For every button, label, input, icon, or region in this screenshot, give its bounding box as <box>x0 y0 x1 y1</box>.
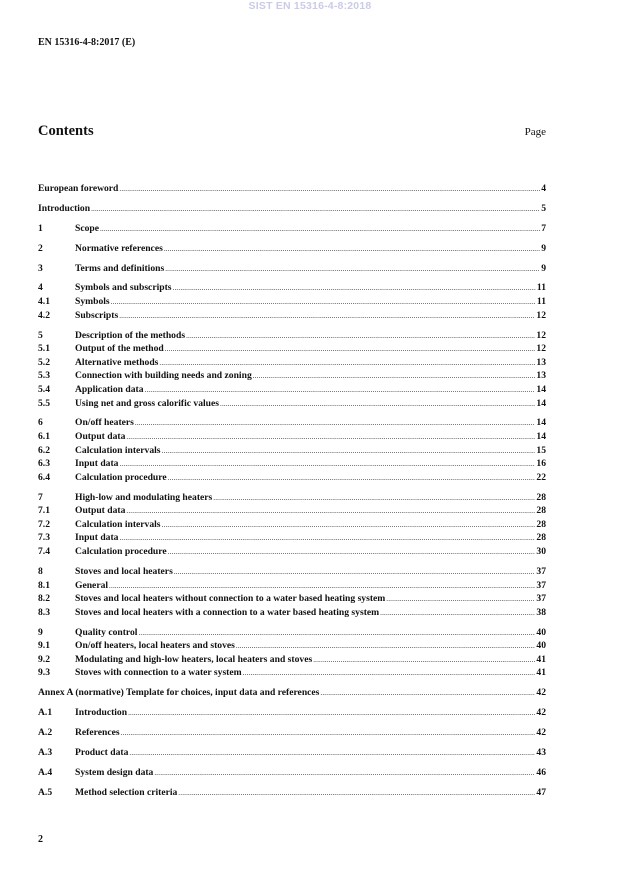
toc-entry-title: Output of the method <box>75 343 164 355</box>
toc-entry[interactable] <box>38 639 546 653</box>
page-number: 2 <box>38 834 43 845</box>
toc-leader-dots <box>174 566 536 580</box>
toc-entry-title: Stoves and local heaters without connection to a water based heating system <box>75 593 386 605</box>
toc-leader-dots <box>91 203 540 217</box>
toc-entry-page: 41 <box>536 667 546 679</box>
toc-group <box>38 329 546 411</box>
toc-leader-dots <box>165 343 536 357</box>
toc-entry[interactable] <box>38 726 546 740</box>
toc-entry-page: 42 <box>536 707 546 719</box>
toc-entry-page: 12 <box>536 329 546 341</box>
toc-entry-number: 9.1 <box>38 640 50 652</box>
toc-leader-dots <box>313 654 535 668</box>
toc-leader-dots <box>168 546 536 560</box>
toc-entry[interactable] <box>38 686 546 700</box>
toc-entry-page: 13 <box>536 370 546 382</box>
toc-entry-title: Annex A (normative) Template for choices, input data and references <box>38 687 320 699</box>
toc-entry-number: 9 <box>38 626 43 638</box>
toc-entry-number: A.4 <box>38 766 53 778</box>
toc-entry-number: 2 <box>38 242 43 254</box>
toc-group <box>38 706 546 720</box>
toc-entry-number: 9.3 <box>38 667 50 679</box>
toc-entry[interactable] <box>38 606 546 620</box>
toc-entry[interactable] <box>38 653 546 667</box>
toc-entry-number: 4 <box>38 282 43 294</box>
toc-group <box>38 565 546 619</box>
toc-entry-page: 14 <box>536 430 546 442</box>
toc-entry[interactable] <box>38 491 546 505</box>
page-column-label: Page <box>524 126 546 138</box>
watermark: SIST EN 15316-4-8:2018 <box>248 0 372 12</box>
toc-entry[interactable] <box>38 565 546 579</box>
toc-entry-number: 6.4 <box>38 471 50 483</box>
toc-leader-dots <box>386 593 535 607</box>
toc-entry-number: 4.2 <box>38 309 50 321</box>
toc-leader-dots <box>135 417 536 431</box>
toc-entry-number: A.3 <box>38 746 53 758</box>
toc-entry-page: 37 <box>536 579 546 591</box>
toc-leader-dots <box>119 532 535 546</box>
toc-entry-page: 5 <box>541 202 546 214</box>
toc-entry-title: Input data <box>75 532 119 544</box>
toc-entry[interactable] <box>38 342 546 356</box>
toc-entry-page: 28 <box>536 491 546 503</box>
toc-entry-page: 7 <box>541 222 546 234</box>
toc-entry-title: On/off heaters <box>75 417 134 429</box>
toc-entry-number: 5 <box>38 329 43 341</box>
toc-entry[interactable] <box>38 202 546 216</box>
toc-leader-dots <box>320 687 535 701</box>
toc-entry-page: 14 <box>536 397 546 409</box>
toc-entry-title: Terms and definitions <box>75 262 165 274</box>
toc-entry[interactable] <box>38 579 546 593</box>
toc-entry-number: 7 <box>38 491 43 503</box>
toc-group <box>38 786 546 800</box>
toc-entry-page: 4 <box>541 183 546 194</box>
toc-entry-page: 12 <box>536 343 546 355</box>
toc-group <box>38 746 546 760</box>
toc-entry[interactable] <box>38 309 546 323</box>
toc-entry-title: Introduction <box>75 707 128 719</box>
toc-entry-number: A.2 <box>38 727 53 739</box>
toc-entry[interactable] <box>38 518 546 532</box>
toc-entry-title: Calculation intervals <box>75 444 161 456</box>
toc-entry-number: 6 <box>38 417 43 429</box>
toc-entry[interactable] <box>38 222 546 236</box>
toc-entry-page: 40 <box>536 626 546 638</box>
toc-leader-dots <box>119 183 540 197</box>
toc-entry-number: 5.2 <box>38 356 50 368</box>
toc-entry-number: A.5 <box>38 786 53 798</box>
toc-entry-number: 5.4 <box>38 383 50 395</box>
toc-entry-title: Stoves and local heaters <box>75 565 173 577</box>
toc-group <box>38 416 546 484</box>
toc-entry-title: Calculation procedure <box>75 471 167 483</box>
toc-entry-page: 37 <box>536 565 546 577</box>
toc-entry-number: 5.5 <box>38 397 50 409</box>
toc-leader-dots <box>164 243 540 257</box>
toc-entry-number: 6.2 <box>38 444 50 456</box>
toc-group <box>38 182 546 196</box>
toc-entry-page: 30 <box>536 546 546 558</box>
toc-entry-title: Normative references <box>75 242 163 254</box>
toc-entry[interactable] <box>38 444 546 458</box>
toc-entry[interactable] <box>38 242 546 256</box>
toc-entry-number: 8.1 <box>38 579 50 591</box>
toc-group <box>38 281 546 322</box>
toc-entry-title: Calculation procedure <box>75 546 167 558</box>
toc-entry[interactable] <box>38 471 546 485</box>
toc-leader-dots <box>119 310 535 324</box>
toc-entry-title: System design data <box>75 766 154 778</box>
toc-entry-page: 46 <box>536 766 546 778</box>
toc-leader-dots <box>154 767 535 781</box>
toc-entry-page: 13 <box>536 356 546 368</box>
toc-entry-title: Using net and gross calorific values <box>75 397 219 409</box>
toc-entry-number: 5.3 <box>38 370 50 382</box>
toc-leader-dots <box>119 458 535 472</box>
toc-entry-title: Stoves and local heaters with a connection to a water based heating system <box>75 606 380 618</box>
toc-entry-title: Alternative methods <box>75 356 159 368</box>
toc-entry-number: 1 <box>38 222 43 234</box>
toc-entry-title: Description of the methods <box>75 329 186 341</box>
toc-leader-dots <box>173 282 536 296</box>
toc-entry-number: 5.1 <box>38 343 50 355</box>
toc-entry-page: 40 <box>536 640 546 652</box>
toc-entry[interactable] <box>38 457 546 471</box>
toc-entry-title: Introduction <box>38 202 91 214</box>
toc-entry-title: Stoves with connection to a water system <box>75 667 242 679</box>
toc-entry-title: European foreword <box>38 183 119 194</box>
toc-entry-page: 28 <box>536 505 546 517</box>
toc-entry-page: 11 <box>536 282 546 294</box>
toc-entry-page: 43 <box>536 746 546 758</box>
toc-entry[interactable] <box>38 531 546 545</box>
toc-entry-page: 37 <box>536 593 546 605</box>
toc-group <box>38 202 546 216</box>
toc-entry-page: 16 <box>536 458 546 470</box>
page-title: Contents <box>38 123 94 139</box>
toc-entry-page: 47 <box>536 786 546 798</box>
toc-entry-number: 7.4 <box>38 546 50 558</box>
toc-leader-dots <box>109 580 535 594</box>
toc-entry-page: 14 <box>536 417 546 429</box>
toc-group <box>38 242 546 256</box>
toc-entry[interactable] <box>38 746 546 760</box>
toc-entry-page: 22 <box>536 471 546 483</box>
toc-entry-page: 12 <box>536 309 546 321</box>
toc-entry-number: 9.2 <box>38 653 50 665</box>
toc-entry-number: 7.2 <box>38 518 50 530</box>
toc-group <box>38 222 546 236</box>
toc-entry-number: 3 <box>38 262 43 274</box>
toc-entry[interactable] <box>38 369 546 383</box>
toc-entry-page: 15 <box>536 444 546 456</box>
toc-entry[interactable] <box>38 281 546 295</box>
toc-group <box>38 766 546 780</box>
toc-leader-dots <box>162 519 536 533</box>
toc-leader-dots <box>220 398 535 412</box>
toc-entry-title: General <box>75 579 109 591</box>
toc-leader-dots <box>129 747 535 761</box>
toc-entry-title: Symbols <box>75 296 110 308</box>
toc-group <box>38 262 546 276</box>
toc-group <box>38 726 546 740</box>
toc-group <box>38 686 546 700</box>
toc-entry-title: Method selection criteria <box>75 786 178 798</box>
toc-entry-number: 4.1 <box>38 296 50 308</box>
toc-entry[interactable] <box>38 356 546 370</box>
toc-leader-dots <box>121 727 536 741</box>
toc-entry-title: Output data <box>75 430 126 442</box>
toc-entry-number: 7.1 <box>38 505 50 517</box>
toc-entry[interactable] <box>38 430 546 444</box>
toc-entry-page: 38 <box>536 606 546 618</box>
toc-entry[interactable] <box>38 295 546 309</box>
toc-entry-title: Calculation intervals <box>75 518 161 530</box>
toc-entry-title: Product data <box>75 746 129 758</box>
toc-entry-page: 9 <box>541 242 546 254</box>
toc-leader-dots <box>213 492 535 506</box>
toc-entry-page: 42 <box>536 727 546 739</box>
toc-leader-dots <box>186 330 535 344</box>
toc-leader-dots <box>111 296 536 310</box>
toc-leader-dots <box>162 445 536 459</box>
toc-leader-dots <box>159 357 535 371</box>
toc-leader-dots <box>138 627 535 641</box>
toc-entry-number: 7.3 <box>38 532 50 544</box>
toc-entry-number: 8.3 <box>38 606 50 618</box>
toc-entry-number: A.1 <box>38 707 53 719</box>
toc-entry-number: 6.3 <box>38 458 50 470</box>
toc-entry[interactable] <box>38 383 546 397</box>
toc-entry-page: 28 <box>536 518 546 530</box>
toc-entry-title: On/off heaters, local heaters and stoves <box>75 640 235 652</box>
toc-group <box>38 491 546 559</box>
toc-entry-page: 11 <box>536 296 546 308</box>
toc-entry[interactable] <box>38 416 546 430</box>
toc-entry-page: 42 <box>536 687 546 699</box>
toc-entry[interactable] <box>38 262 546 276</box>
toc-entry-number: 8 <box>38 565 43 577</box>
toc-entry[interactable] <box>38 329 546 343</box>
toc-leader-dots <box>165 263 540 277</box>
toc-entry[interactable] <box>38 504 546 518</box>
toc-entry-page: 9 <box>541 262 546 274</box>
toc-leader-dots <box>243 667 536 681</box>
toc-entry-title: Connection with building needs and zoning <box>75 370 252 382</box>
toc-entry-number: 6.1 <box>38 430 50 442</box>
toc-entry[interactable] <box>38 626 546 640</box>
toc-entry-page: 28 <box>536 532 546 544</box>
toc-leader-dots <box>126 505 535 519</box>
toc-entry-title: Scope <box>75 222 99 234</box>
toc-entry-title: Subscripts <box>75 309 119 321</box>
toc-entry-title: Quality control <box>75 626 138 638</box>
toc-leader-dots <box>126 431 535 445</box>
toc-entry-title: Input data <box>75 458 119 470</box>
toc-entry[interactable] <box>38 766 546 780</box>
toc-leader-dots <box>178 787 535 801</box>
toc-entry[interactable] <box>38 666 546 680</box>
table-of-contents <box>38 182 546 806</box>
toc-leader-dots <box>168 472 536 486</box>
toc-entry-title: Modulating and high-low heaters, local heaters and stoves <box>75 653 313 665</box>
toc-entry[interactable] <box>38 182 546 196</box>
toc-entry[interactable] <box>38 545 546 559</box>
toc-leader-dots <box>253 370 536 384</box>
toc-entry[interactable] <box>38 592 546 606</box>
toc-leader-dots <box>236 640 536 654</box>
toc-entry-title: Application data <box>75 383 144 395</box>
toc-entry-title: Output data <box>75 505 126 517</box>
toc-leader-dots <box>380 607 535 621</box>
toc-entry-page: 41 <box>536 653 546 665</box>
toc-group <box>38 626 546 680</box>
toc-entry-title: References <box>75 727 120 739</box>
toc-entry-page: 14 <box>536 383 546 395</box>
document-header: EN 15316-4-8:2017 (E) <box>38 37 136 48</box>
toc-leader-dots <box>100 223 540 237</box>
toc-entry-title: High-low and modulating heaters <box>75 491 213 503</box>
toc-entry[interactable] <box>38 706 546 720</box>
toc-entry-title: Symbols and subscripts <box>75 282 172 294</box>
toc-entry[interactable] <box>38 786 546 800</box>
toc-leader-dots <box>145 384 536 398</box>
toc-entry[interactable] <box>38 397 546 411</box>
toc-leader-dots <box>128 707 535 721</box>
toc-entry-number: 8.2 <box>38 593 50 605</box>
